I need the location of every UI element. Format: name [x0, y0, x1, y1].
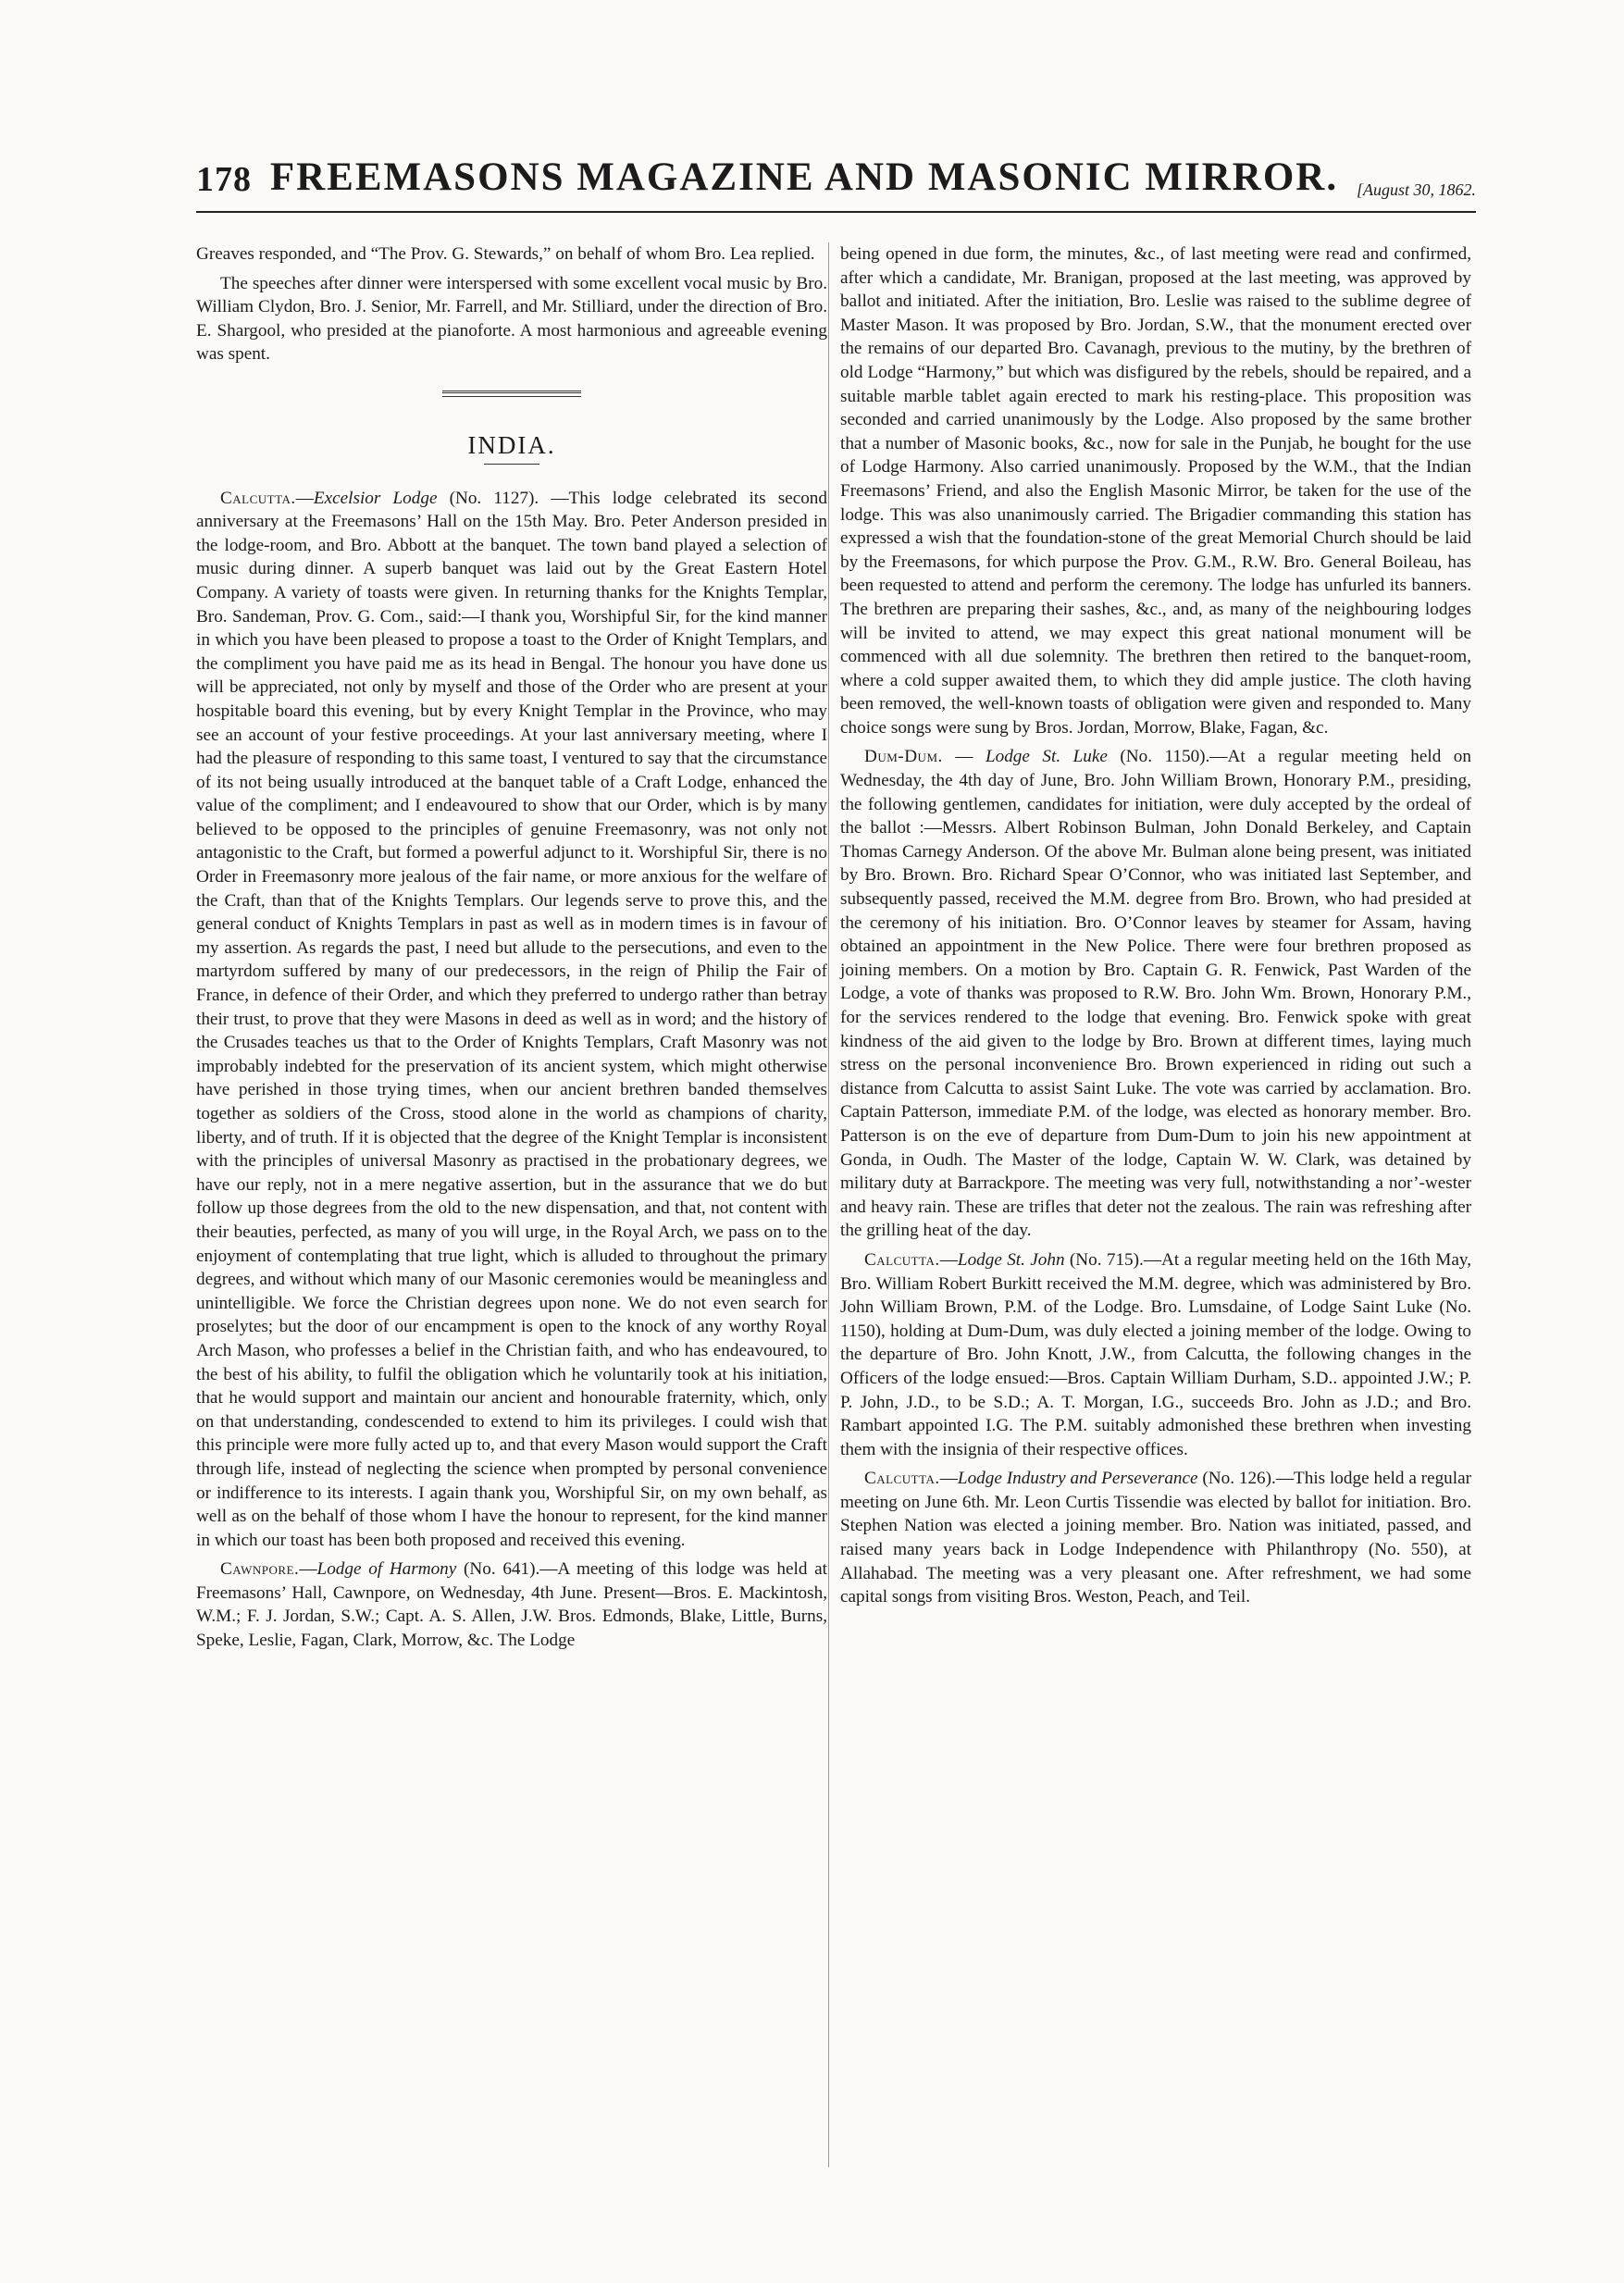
header-rule: [196, 211, 1476, 213]
lodge-name: Excelsior Lodge: [313, 488, 438, 508]
lodge-name: Lodge St. Luke: [985, 747, 1108, 767]
section-title: INDIA.: [467, 430, 556, 459]
article-body: (No. 126).—This lodge held a regular meeting on June 6th. Mr. Leon Curtis Tissendie was elected by ballot for initiation. Bro. Stephen Nation was elected a joining member. Bro. Nation was initiated, passed, and raised many years back in Lodge Independence with Philanthropy (No. 550), at Allahabad. The meeting was a very pleasant one. After refreshment, we had some capital songs from visiting Bros. Weston, Peach, and Teil.: [840, 1469, 1472, 1607]
issue-date: [August 30, 1862.: [1356, 180, 1476, 199]
page-number: 178: [196, 160, 252, 199]
article-calcutta-excelsior: Calcutta.—Excelsior Lodge (No. 1127). —This lodge celebrated its second anniversary at the Freemasons’ Hall on the 15th May. Bro. Peter Anderson presided in the lodge-room, and Bro. Abbott at the banquet. The town band played a selection of music during dinner. A superb banquet was laid out by the Great Eastern Hotel Company. A variety of toasts were given. In returning thanks for the Knights Templar, Bro. Sandeman, Prov. G. Com., said:—I thank you, Worshipful Sir, for the kind manner in which you have been pleased to propose a toast to the Order of Knight Templars, and the compliment you have paid me as its head in Bengal. The honour you have done us will be appreciated, not only by myself and those of the Order who are present at your hospitable board this evening, but by every Knight Templar in the Province, who may see an account of your festive proceedings. At your last anniversary meeting, where I had the pleasure of responding to this same toast, I ventured to say that the circumstance of its not being usually introduced at the banquet table of a Craft Lodge, enhanced the value of the compliment; and I endeavoured to show that our Order, which is by many believed to be opposed to the principles of genuine Freemasonry, was not only not antagonistic to the Craft, but formed a powerful adjunct to it. Worshipful Sir, there is no Order in Freemasonry more jealous of the fair name, or more anxious for the welfare of the Craft, than that of the Knights Templars. Our legends serve to prove this, and the general conduct of Knights Templars in past as well as in modern times is in favour of my assertion. As regards the past, I need but allude to the persecutions, and even to the martyrdom suffered by many of our predecessors, in the reign of Philip the Fair of France, in defence of their Order, and which they preferred to undergo rather than betray their trust, to prove that they were Masons in deed as well as in word; and the history of the Crusades teaches us that to the Order of Knights Templars, Craft Masonry was not improbably indebted for the preservation of its ancient system, which might otherwise have perished in those trying times, when our ancient brethren banded themselves together as soldiers of the Cross, stood alone in the world as champions of charity, liberty, and of truth. If it is objected that the degree of the Knight Templar is inconsistent with the principles of universal Masonry as practised in the probationary degrees, we have our reply, not in a mere negative assertion, but in the assurance that we do but follow up those degrees from the old to the new dispensation, and that, not content with their beauties, perfected, as many of you will urge, in the Royal Arch, we pass on to the enjoyment of contemplating that true light, which is alluded to throughout the primary degrees, and without which many of our Masonic ceremonies would be meaningless and unintelligible. We force the Christian degrees upon none. We do not even search for proselytes; but the door of our encampment is open to the knock of any worthy Royal Arch Mason, who professes a belief in the Christian faith, and who has endeavoured, to the best of his ability, to fulfil the obligation which he voluntarily took at his initiation, that he would support and maintain our ancient and honourable fraternity, which, only on that understanding, condescended to extend to him its privileges. I could wish that this principle were more fully acted up to, and that every Mason would support the Craft through life, instead of neglecting the science when prompted by personal convenience or indifference to its interests. I again thank you, Worshipful Sir, on my own behalf, as well as on the behalf of those whom I have the honour to represent, for the kind manner in which our toast has been both proposed and received this evening.: [196, 488, 827, 1550]
dateline: Cawnpore.: [220, 1559, 300, 1580]
dateline: Calcutta.: [220, 488, 296, 508]
article-body: (No. 641).—A meeting of this lodge was held at Freemasons’ Hall, Cawnpore, on Wednesday, 4th June. Present—Bros. E. Mackintosh, W.M.; F. J. Jordan, S.W.; Capt. A. S. Allen, J.W. Bros. Edmonds, Blake, Little, Burns, Speke, Leslie, Fagan, Clark, Morrow, &c. The Lodge: [196, 1559, 828, 1651]
column-divider: [828, 242, 829, 2167]
article-body: (No. 1150).—At a regular meeting held on Wednesday, the 4th day of June, Bro. John William Brown, Honorary P.M., presiding, the following gentlemen, candidates for initiation, were duly accepted by the ordeal of the ballot :—Messrs. Albert Robinson Bulman, John Donald Berkeley, and Captain Thomas Carnegy Anderson. Of the above Mr. Bulman alone being present, was initiated by Bro. Brown. Bro. Richard Spear O’Connor, who was initiated last September, and subsequently passed, received the M.M. degree from Bro. Brown, who had presided at the ceremony of his initiation. Bro. O’Connor leaves by steamer for Assam, having obtained an appointment in the New Police. There were four brethren proposed as joining members. On a motion by Bro. Captain G. R. Fenwick, Past Warden of the Lodge, a vote of thanks was proposed to R.W. Bro. John Wm. Brown, Honorary P.M., for the services rendered to the lodge that evening. Bro. Fenwick spoke with great kindness of the aid given to the lodge by Bro. Brown at different times, laying much stress on the personal inconvenience Bro. Brown experienced in riding out such a distance from Calcutta to assist Saint Luke. The vote was carried by acclamation. Bro. Captain Patterson, immediate P.M. of the lodge, was elected as honorary member. Bro. Patterson is on the eve of departure from Dum-Dum to join his new appointment at Gonda, in Oudh. The Master of the lodge, Captain W. W. Clark, was detained by military duty at Barrackpore. The meeting was very full, notwithstanding a nor’-wester and heavy rain. These are trifles that deter not the zealous. The rain was refreshing after the grilling heat of the day.: [840, 747, 1471, 1241]
right-column: [840, 242, 1471, 1615]
left-column: [196, 242, 827, 1658]
paragraph-continued: being opened in due form, the minutes, &c., of last meeting were read and confirmed, after which a candidate, Mr. Branigan, proposed at the last meeting, was approved by ballot and initiated. After the initiation, Bro. Leslie was raised to the sublime degree of Master Mason. It was proposed by Bro. Jordan, S.W., that the monument erected over the remains of our departed Bro. Cavanagh, previous to the mutiny, by the brethren of old Lodge “Harmony,” but which was disfigured by the rebels, should be repaired, and a suitable marble tablet again erected to mark his resting-place. This proposition was seconded and carried unanimously by the Lodge. Also proposed by the same brother that a number of Masonic books, &c., now for sale in the Punjab, he bought for the use of Lodge Harmony. Also carried unanimously. Proposed by the W.M., that the Indian Freemasons’ Friend, and also the English Masonic Mirror, be taken for the use of the lodge. This was also unanimously carried. The Brigadier commanding this station has expressed a wish that the foundation-stone of the great Memorial Church should be laid by the Freemasons, for which purpose the Prov. G.M., R.W. Bro. General Boileau, has been requested to attend and perform the ceremony. The lodge has unfurled its banners. The brethren are preparing their sashes, &c., and, as many of the neighbouring lodges will be invited to attend, we may expect this great national monument will be commenced with all due solemnity. The brethren then retired to the banquet-room, where a cold supper awaited them, to which they did ample justice. The cloth having been removed, the well-known toasts of obligation were given and responded to. Many choice songs were sung by Bros. Jordan, Morrow, Blake, Fagan, &c.: [840, 244, 1471, 738]
article-calcutta-industry: Calcutta.—Lodge Industry and Perseverance (No. 126).—This lodge held a regular meeting on June 6th. Mr. Leon Curtis Tissendie was elected by ballot for initiation. Bro. Stephen Nation was elected a joining member. Bro. Nation was initiated, passed, and raised many years back in Lodge Independence with Philanthropy (No. 550), at Allahabad. The meeting was a very pleasant one. After refreshment, we had some capital songs from visiting Bros. Weston, Peach, and Teil.: [840, 1469, 1472, 1607]
dateline: Dum-Dum.: [864, 747, 943, 767]
lodge-name: Lodge of Harmony: [316, 1559, 457, 1580]
article-body: (No. 1127). —This lodge celebrated its second anniversary at the Freemasons’ Hall on the 15th May. Bro. Peter Anderson presided in the lodge-room, and Bro. Abbott at the banquet. The town band played a selection of music during dinner. A superb banquet was laid out by the Great Eastern Hotel Company. A variety of toasts were given. In returning thanks for the Knights Templar, Bro. Sandeman, Prov. G. Com., said:—I thank you, Worshipful Sir, for the kind manner in which you have been pleased to propose a toast to the Order of Knight Templars, and the compliment you have paid me as its head in Bengal. The honour you have done us will be appreciated, not only by myself and those of the Order who are present at your hospitable board this evening, but by every Knight Templar in the Province, who may see an account of your festive proceedings. At your last anniversary meeting, where I had the pleasure of responding to this same toast, I ventured to say that the circumstance of its not being usually introduced at the banquet table of a Craft Lodge, enhanced the value of the compliment; and I endeavoured to show that our Order, which is by many believed to be opposed to the principles of genuine Freemasonry, was not only not antagonistic to the Craft, but formed a powerful adjunct to it. Worshipful Sir, there is no Order in Freemasonry more jealous of the fair name, or more anxious for the welfare of the Craft, than that of the Knights Templars. Our legends serve to prove this, and the general conduct of Knights Templars in past as well as in modern times is in favour of my assertion. As regards the past, I need but allude to the persecutions, and even to the martyrdom suffered by many of our predecessors, in the reign of Philip the Fair of France, in defence of their Order, and which they preferred to undergo rather than betray their trust, to prove that they were Masons in deed as well as in word; and the history of the Crusades teaches us that to the Order of Knights Templars, Craft Masonry was not improbably indebted for the preservation of its ancient system, which might otherwise have perished in those trying times, when our ancient brethren banded themselves together as soldiers of the Cross, stood alone in the world as champions of charity, liberty, and of truth. If it is objected that the degree of the Knight Templar is inconsistent with the principles of universal Masonry as practised in the probationary degrees, we have our reply, not in a mere negative assertion, but in the assurance that we do but follow up those degrees from the old to the new dispensation, and that, not content with their beauties, perfected, as many of you will urge, in the Royal Arch, we pass on to the enjoyment of contemplating that true light, which is alluded to throughout the primary degrees, and without which many of our Masonic ceremonies would be meaningless and unintelligible. We force the Christian degrees upon none. We do not even search for proselytes; but the door of our encampment is open to the knock of any worthy Royal Arch Mason, who professes a belief in the Christian faith, and who has endeavoured, to the best of his ability, to fulfil the obligation which he voluntarily took at his initiation, that he would support and maintain our ancient and honourable fraternity, which, only on that understanding, condescended to extend to him its privileges. I could wish that this principle were more fully acted up to, and that every Mason would support the Craft through life, instead of neglecting the science when prompted by personal convenience or indifference to its interests. I again thank you, Worshipful Sir, on my own behalf, as well as on the behalf of those whom I have the honour to represent, for the kind manner in which our toast has been both proposed and received this evening.: [196, 488, 827, 1550]
article-cawnpore: Cawnpore.—Lodge of Harmony (No. 641).—A meeting of this lodge was held at Freemasons’ Hall, Cawnpore, on Wednesday, 4th June. Present—Bros. E. Mackintosh, W.M.; F. J. Jordan, S.W.; Capt. A. S. Allen, J.W. Bros. Edmonds, Blake, Little, Burns, Speke, Leslie, Fagan, Clark, Morrow, &c. The Lodge: [196, 1559, 828, 1651]
page-header: [196, 148, 1476, 200]
lodge-name: Lodge Industry and Perseverance: [957, 1469, 1198, 1489]
lodge-name: Lodge St. John: [957, 1249, 1065, 1270]
masthead-title: FREEMASONS MAGAZINE AND MASONIC MIRROR.: [269, 155, 1339, 199]
paragraph: The speeches after dinner were interspersed with some excellent vocal music by Bro. William Clydon, Bro. J. Senior, Mr. Farrell, and Mr. Stilliard, under the direction of Bro. E. Shargool, who presided at the pianoforte. A most harmonious and agreeable evening was spent.: [196, 273, 827, 365]
article-dum-dum: Dum-Dum. — Lodge St. Luke (No. 1150).—At a regular meeting held on Wednesday, the 4th day of June, Bro. John William Brown, Honorary P.M., presiding, the following gentlemen, candidates for initiation, were duly accepted by the ordeal of the ballot :—Messrs. Albert Robinson Bulman, John Donald Berkeley, and Captain Thomas Carnegy Anderson. Of the above Mr. Bulman alone being present, was initiated by Bro. Brown. Bro. Richard Spear O’Connor, who was initiated last September, and subsequently passed, received the M.M. degree from Bro. Brown, who had presided at the ceremony of his initiation. Bro. O’Connor leaves by steamer for Assam, having obtained an appointment in the New Police. There were four brethren proposed as joining members. On a motion by Bro. Captain G. R. Fenwick, Past Warden of the Lodge, a vote of thanks was proposed to R.W. Bro. John Wm. Brown, Honorary P.M., for the services rendered to the lodge that evening. Bro. Fenwick spoke with great kindness of the aid given to the lodge by Bro. Brown at different times, laying much stress on the personal inconvenience Bro. Brown experienced in riding out such a distance from Calcutta to assist Saint Luke. The vote was carried by acclamation. Bro. Captain Patterson, immediate P.M. of the lodge, was elected as honorary member. Bro. Patterson is on the eve of departure from Dum-Dum to join his new appointment at Gonda, in Oudh. The Master of the lodge, Captain W. W. Clark, was detained by military duty at Barrackpore. The meeting was very full, notwithstanding a nor’-wester and heavy rain. These are trifles that deter not the zealous. The rain was refreshing after the grilling heat of the day.: [840, 747, 1471, 1241]
section-divider: [442, 391, 581, 397]
dateline: Calcutta.: [864, 1249, 940, 1270]
dateline: Calcutta.: [864, 1469, 940, 1489]
article-body: (No. 715).—At a regular meeting held on the 16th May, Bro. William Robert Burkitt received the M.M. degree, which was administered by Bro. John William Brown, P.M. of the Lodge. Bro. Lumsdaine, of Lodge Saint Luke (No. 1150), holding at Dum-Dum, was duly elected a joining member of the lodge. Owing to the departure of Bro. John Knott, J.W., from Calcutta, the following changes in the Officers of the lodge ensued:—Bros. Captain William Durham, S.D.. appointed J.W.; P. P. John, J.D., to be S.D.; A. T. Morgan, I.G., succeeds Bro. John as J.D.; and Bro. Rambart appointed I.G. The P.M. suitably admonished these brethren when investing them with the insignia of their respective offices.: [840, 1249, 1471, 1459]
article-calcutta-st-john: Calcutta.—Lodge St. John (No. 715).—At a regular meeting held on the 16th May, Bro. William Robert Burkitt received the M.M. degree, which was administered by Bro. John William Brown, P.M. of the Lodge. Bro. Lumsdaine, of Lodge Saint Luke (No. 1150), holding at Dum-Dum, was duly elected a joining member of the lodge. Owing to the departure of Bro. John Knott, J.W., from Calcutta, the following changes in the Officers of the lodge ensued:—Bros. Captain William Durham, S.D.. appointed J.W.; P. P. John, J.D., to be S.D.; A. T. Morgan, I.G., succeeds Bro. John as J.D.; and Bro. Rambart appointed I.G. The P.M. suitably admonished these brethren when investing them with the insignia of their respective offices.: [840, 1249, 1471, 1459]
title-underline: [484, 464, 539, 465]
paragraph: Greaves responded, and “The Prov. G. Stewards,” on behalf of whom Bro. Lea replied.: [196, 244, 815, 264]
